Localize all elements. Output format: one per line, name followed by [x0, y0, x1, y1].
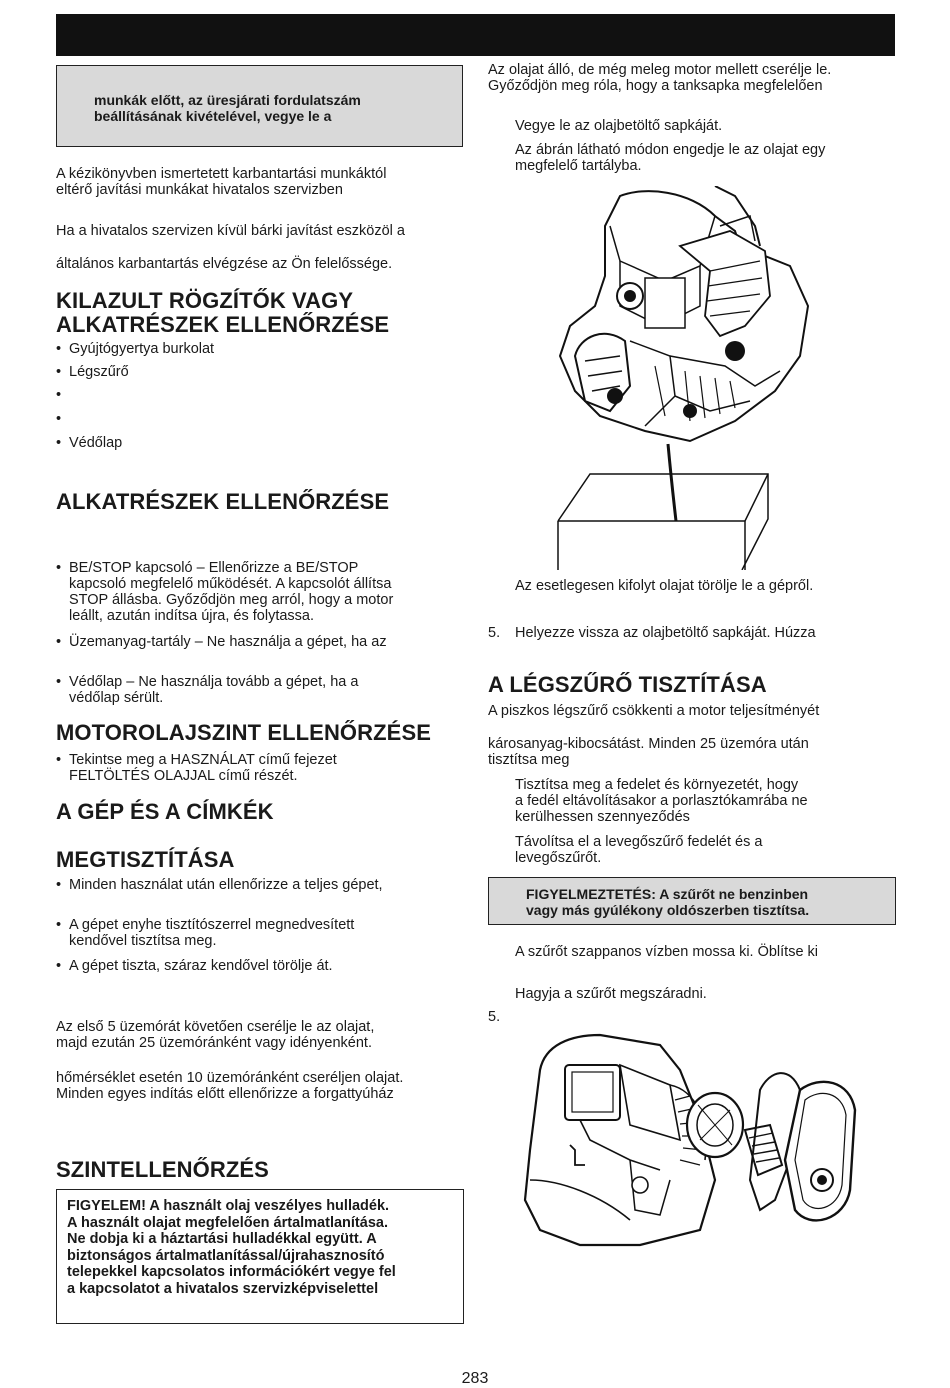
section-heading: MEGTISZTÍTÁSA: [56, 847, 235, 872]
step-text: Tisztítsa meg a fedelet és környezetét, hogy a fedél eltávolításakor a porlasztókamrába ne kerülhessen szennyeződés: [515, 777, 808, 825]
step-text: Távolítsa el a levegőszűrő fedelét és a levegőszűrőt.: [515, 834, 763, 866]
section-heading: A LÉGSZŰRŐ TISZTÍTÁSA: [488, 672, 767, 697]
step-text: Vegye le az olajbetöltő sapkáját.: [515, 118, 723, 134]
section-heading: MOTOROLAJSZINT ELLENŐRZÉSE: [56, 720, 431, 745]
paragraph: általános karbantartás elvégzése az Ön felelőssége.: [56, 256, 393, 272]
list-item: • Gyújtógyertya burkolat: [56, 341, 214, 357]
step-text: Helyezze vissza az olajbetöltő sapkáját. Húzza: [515, 625, 816, 641]
notice-text: FIGYELEM! A használt olaj veszélyes hulladék. A használt olajat megfelelően ártalmatlanítása. Ne dobja ki a háztartási hulladékkal együtt. A biztonságos ártalmatlanítással/újrahasznosító telepekkel kapcsolatos információkért vegye fel a kapcsolatot a hivatalos szervizképviselettel: [67, 1198, 396, 1297]
warning-box: [488, 877, 896, 925]
paragraph: károsanyag-kibocsátást. Minden 25 üzemóra után tisztítsa meg: [488, 736, 809, 768]
caution-box: [56, 65, 463, 147]
section-heading: ALKATRÉSZEK ELLENŐRZÉSE: [56, 489, 390, 514]
list-item: • Védőlap: [56, 435, 122, 451]
paragraph: A piszkos légszűrő csökkenti a motor teljesítményét: [488, 703, 820, 719]
list-item: • Védőlap – Ne használja tovább a gépet, ha a védőlap sérült.: [56, 674, 358, 706]
list-item: • Üzemanyag-tartály – Ne használja a gépet, ha az: [56, 634, 387, 650]
section-heading: SZINTELLENŐRZÉS: [56, 1157, 269, 1182]
page-number: 283: [461, 1370, 489, 1387]
list-item: • Minden használat után ellenőrizze a teljes gépet,: [56, 877, 383, 893]
step-number: 5.: [488, 1009, 501, 1025]
right-column: [488, 0, 898, 1381]
step-text: A szűrőt szappanos vízben mossa ki. Öblítse ki: [515, 944, 819, 960]
section-heading: A GÉP ÉS A CÍMKÉK: [56, 799, 274, 824]
list-item: • BE/STOP kapcsoló – Ellenőrizze a BE/STOP kapcsoló megfelelő működését. A kapcsolót állítsa STOP állásba. Győződjön meg arról, hogy a motor leállt, azután indítsa újra, és folytassa.: [56, 560, 393, 624]
air-filter-illustration: [520, 1030, 860, 1270]
oil-drain-illustration: [550, 186, 810, 570]
step-text: Hagyja a szűrőt megszáradni.: [515, 986, 707, 1002]
step-text: Az esetlegesen kifolyt olajat törölje le a gépről.: [515, 578, 814, 594]
paragraph: Az első 5 üzemórát követően cserélje le az olajat, majd ezután 25 üzemóránként vagy idényenként.: [56, 1019, 375, 1051]
list-item: • Légszűrő: [56, 364, 129, 380]
warning-text: FIGYELMEZTETÉS: A szűrőt ne benzinben vagy más gyúlékony oldószerben tisztítsa.: [526, 886, 810, 918]
list-item: • A gépet tiszta, száraz kendővel törölje át.: [56, 958, 333, 974]
paragraph: A kézikönyvben ismertetett karbantartási munkáktól eltérő javítási munkákat hivatalos szervizben: [56, 166, 387, 198]
list-item: • Tekintse meg a HASZNÁLAT című fejezet FELTÖLTÉS OLAJJAL című részét.: [56, 752, 337, 784]
step-text: Az ábrán látható módon engedje le az olajat egy megfelelő tartályba.: [515, 142, 826, 174]
caution-text: munkák előtt, az üresjárati fordulatszám beállításának kivételével, vegye le a: [94, 92, 361, 124]
list-item: • A gépet enyhe tisztítószerrel megnedvesített kendővel tisztítsa meg.: [56, 917, 354, 949]
section-heading: KILAZULT RÖGZÍTŐK VAGY ALKATRÉSZEK ELLENŐRZÉSE: [56, 288, 390, 337]
step-number: 5.: [488, 625, 501, 641]
paragraph: hőmérséklet esetén 10 üzemóránként cseréljen olajat. Minden egyes indítás előtt ellenőrizze a forgattyúház: [56, 1070, 404, 1102]
paragraph: Ha a hivatalos szervizen kívül bárki javítást eszközöl a: [56, 223, 405, 239]
left-column: [56, 0, 466, 1381]
notice-box: [56, 1189, 464, 1324]
paragraph: Az olajat álló, de még meleg motor mellett cserélje le. Győződjön meg róla, hogy a tanksapka megfelelően: [488, 62, 832, 94]
